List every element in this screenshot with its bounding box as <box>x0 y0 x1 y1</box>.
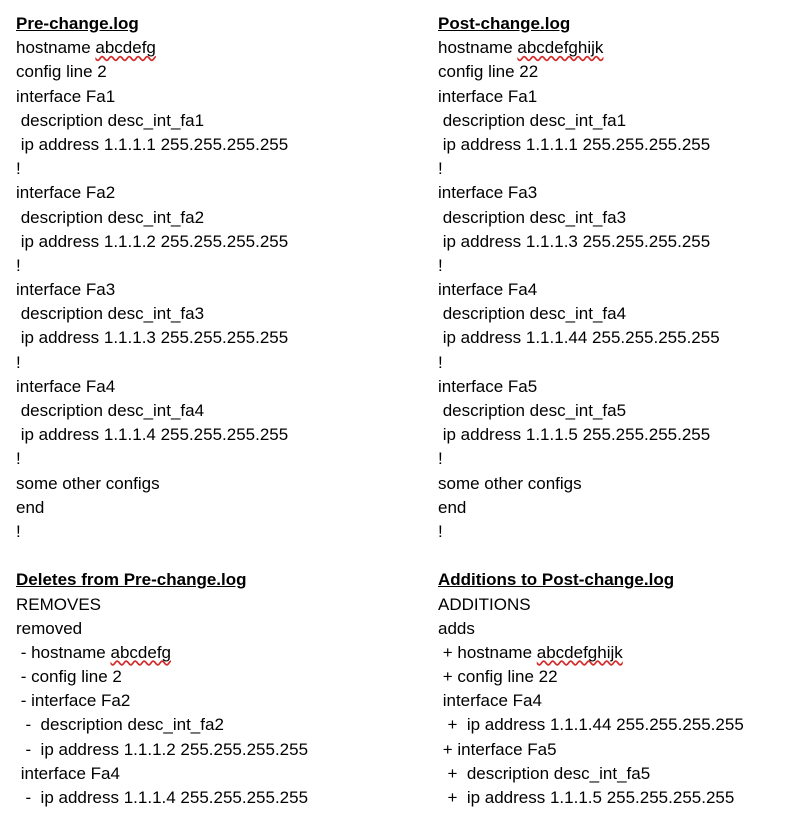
pre-line: ! <box>16 521 21 541</box>
pre-line: interface Fa4 <box>16 376 116 396</box>
spacer <box>438 544 796 568</box>
pre-hostname-line <box>16 36 386 60</box>
post-line: description desc_int_fa3 <box>438 207 627 227</box>
additions-heading: Additions to Post-change.log <box>438 570 675 590</box>
pre-line: ip address 1.1.1.4 255.255.255.255 <box>16 425 289 445</box>
additions-line: + interface Fa5 <box>438 739 557 759</box>
post-line: ! <box>438 255 443 275</box>
deletes-line: - config line 2 <box>16 667 122 687</box>
additions-line: ADDITIONS <box>438 594 531 614</box>
additions-line: + ip address 1.1.1.5 255.255.255.255 <box>438 788 735 807</box>
right-column <box>438 12 796 810</box>
pre-line: interface Fa1 <box>16 86 116 106</box>
additions-line: + description desc_int_fa5 <box>438 763 651 783</box>
deletes-line: - description desc_int_fa2 <box>16 715 224 735</box>
post-line: some other configs <box>438 473 582 493</box>
pre-line: ! <box>16 449 21 469</box>
post-hostname-line <box>438 36 796 60</box>
post-line: description desc_int_fa1 <box>438 110 627 130</box>
deletes-hostname-label: - hostname <box>16 642 111 662</box>
post-line: config line 22 <box>438 62 539 82</box>
pre-line: end <box>16 497 45 517</box>
pre-hostname-label: hostname <box>16 38 96 58</box>
pre-config-lines <box>16 60 386 544</box>
deletes-line: - ip address 1.1.1.4 255.255.255.255 <box>16 788 309 807</box>
additions-line: adds <box>438 618 475 638</box>
post-line: ! <box>438 159 443 179</box>
post-line: ip address 1.1.1.5 255.255.255.255 <box>438 425 711 445</box>
additions-hostname-value: abcdefghijk <box>536 642 623 662</box>
post-line: description desc_int_fa4 <box>438 304 627 324</box>
pre-change-heading: Pre-change.log <box>16 14 139 33</box>
deletes-hostname-value: abcdefg <box>110 642 171 662</box>
pre-line: interface Fa3 <box>16 280 116 300</box>
post-hostname-value: abcdefghijk <box>517 38 604 58</box>
post-line: ip address 1.1.1.3 255.255.255.255 <box>438 231 711 251</box>
deletes-line: removed <box>16 618 83 638</box>
pre-line: config line 2 <box>16 62 107 82</box>
pre-hostname-value: abcdefg <box>95 38 156 58</box>
post-line: interface Fa3 <box>438 183 538 203</box>
pre-line: interface Fa2 <box>16 183 116 203</box>
deletes-line: - ip address 1.1.1.2 255.255.255.255 <box>16 739 309 759</box>
post-line: ! <box>438 352 443 372</box>
post-config-lines <box>438 60 796 544</box>
additions-line: + ip address 1.1.1.44 255.255.255.255 <box>438 715 744 735</box>
pre-line: description desc_int_fa4 <box>16 401 205 420</box>
additions-hostname-label: + hostname <box>438 642 537 662</box>
additions-line: interface Fa4 <box>438 691 542 711</box>
pre-line: ! <box>16 255 21 275</box>
post-line: interface Fa1 <box>438 86 538 106</box>
post-line: interface Fa4 <box>438 280 538 300</box>
post-line: interface Fa5 <box>438 376 538 396</box>
pre-line: ! <box>16 352 21 372</box>
deletes-line: interface Fa4 <box>16 763 120 783</box>
post-line: ! <box>438 449 443 469</box>
pre-line: ip address 1.1.1.3 255.255.255.255 <box>16 328 289 348</box>
post-line: description desc_int_fa5 <box>438 401 627 420</box>
deletes-hostname-line <box>16 641 386 665</box>
pre-line: ! <box>16 159 21 179</box>
additions-line: + config line 22 <box>438 667 558 687</box>
additions-hostname-line <box>438 641 796 665</box>
deletes-line: REMOVES <box>16 594 102 614</box>
pre-line: ip address 1.1.1.2 255.255.255.255 <box>16 231 289 251</box>
post-change-heading: Post-change.log <box>438 14 571 33</box>
deletes-line: - interface Fa2 <box>16 691 131 711</box>
spacer <box>16 544 386 568</box>
post-line: ! <box>438 521 443 541</box>
post-hostname-label: hostname <box>438 38 518 58</box>
post-line: ip address 1.1.1.1 255.255.255.255 <box>438 134 711 154</box>
pre-line: description desc_int_fa1 <box>16 110 205 130</box>
pre-line: description desc_int_fa2 <box>16 207 205 227</box>
pre-line: some other configs <box>16 473 160 493</box>
post-line: end <box>438 497 467 517</box>
pre-line: ip address 1.1.1.1 255.255.255.255 <box>16 134 289 154</box>
deletes-heading: Deletes from Pre-change.log <box>16 570 247 590</box>
pre-line: description desc_int_fa3 <box>16 304 205 324</box>
post-line: ip address 1.1.1.44 255.255.255.255 <box>438 328 720 348</box>
left-column <box>16 12 386 810</box>
